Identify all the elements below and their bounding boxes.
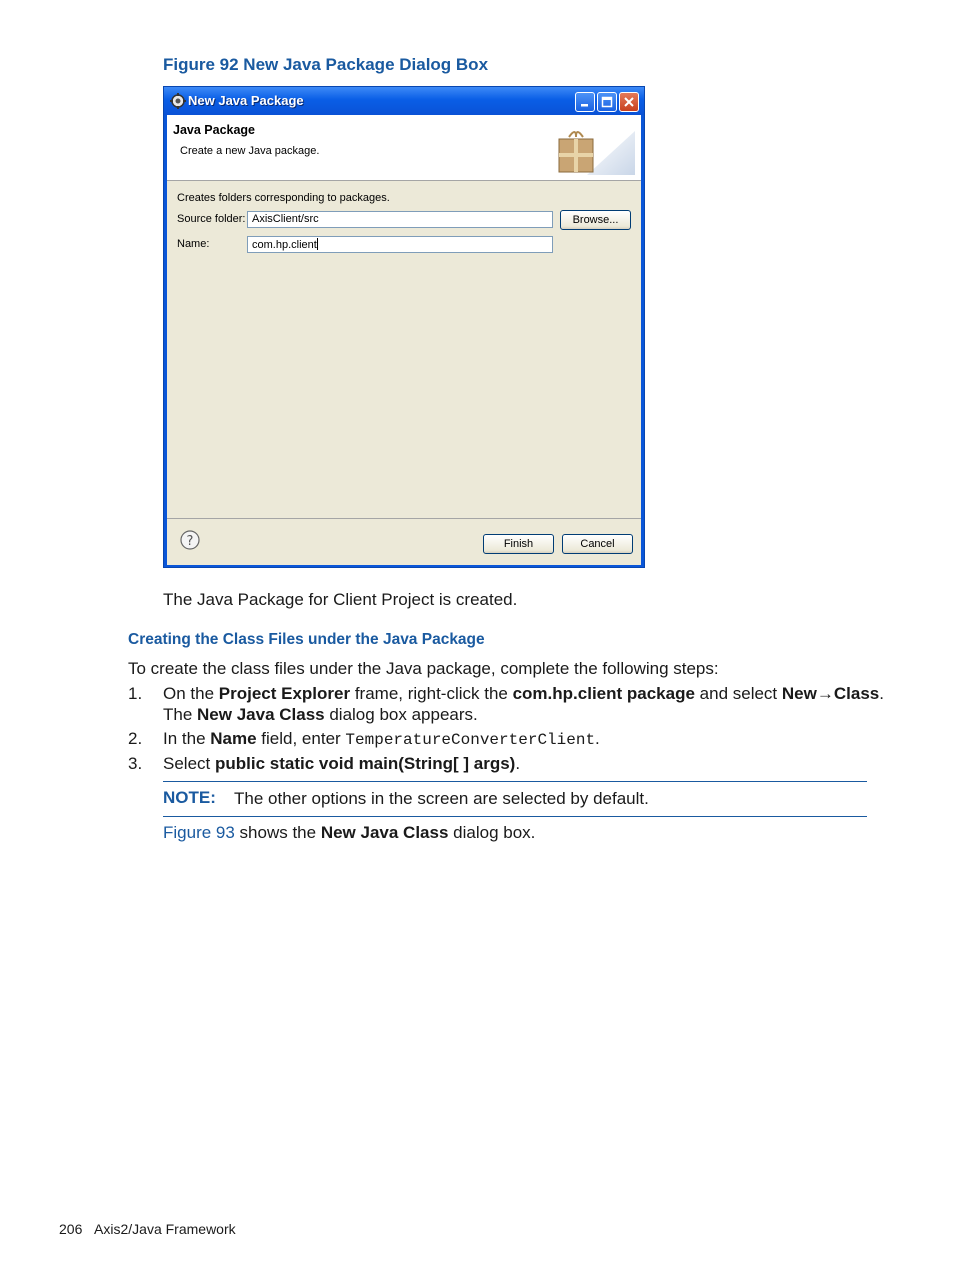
- dialog-title: New Java Package: [188, 93, 304, 108]
- maximize-icon: [600, 95, 614, 109]
- svg-text:?: ?: [186, 534, 194, 549]
- source-folder-label: Source folder:: [177, 213, 246, 225]
- name-label: Name:: [177, 238, 210, 250]
- browse-button[interactable]: Browse...: [560, 210, 631, 230]
- step-3-number: 3.: [128, 754, 143, 773]
- wizard-description: Create a new Java package.: [180, 145, 320, 157]
- close-icon: [622, 95, 636, 109]
- maximize-button[interactable]: [597, 92, 617, 112]
- page-footer: [59, 1221, 236, 1237]
- figure-93-paragraph: Figure 93 shows the New Java Class dialog box.: [163, 823, 536, 842]
- footer-section: Axis2/Java Framework: [94, 1221, 236, 1237]
- section-heading: Creating the Class Files under the Java Package: [128, 631, 485, 648]
- page-number: 206: [59, 1221, 83, 1237]
- step-2-text: In the Name field, enter TemperatureConverterClient.: [163, 729, 600, 749]
- step-1-number: 1.: [128, 684, 143, 703]
- name-input[interactable]: [247, 236, 553, 253]
- dialog-titlebar[interactable]: [164, 87, 644, 115]
- minimize-icon: [578, 95, 592, 109]
- package-icon: [547, 123, 635, 175]
- note-label: NOTE:: [163, 788, 216, 807]
- close-button[interactable]: [619, 92, 639, 112]
- name-input-value: com.hp.client: [252, 239, 317, 251]
- note-text: The other options in the screen are selected by default.: [234, 789, 649, 808]
- source-folder-input[interactable]: AxisClient/src: [247, 211, 553, 228]
- new-java-package-dialog: [163, 86, 645, 568]
- dialog-client-area: [167, 115, 641, 565]
- cancel-button[interactable]: Cancel: [562, 534, 633, 554]
- step-1-line-1: On the Project Explorer frame, right-click the com.hp.client package and select New→Class.: [163, 684, 884, 703]
- finish-button[interactable]: Finish: [483, 534, 554, 554]
- text-caret: [317, 238, 318, 250]
- wizard-title: Java Package: [173, 123, 256, 137]
- intro-paragraph: To create the class files under the Java package, complete the following steps:: [128, 659, 719, 678]
- step-1-line-2: The New Java Class dialog box appears.: [163, 705, 478, 724]
- step-3-text: Select public static void main(String[ ] args).: [163, 754, 521, 773]
- note-bottom-rule: [163, 816, 867, 817]
- footer-separator: [167, 518, 641, 519]
- figure-93-link[interactable]: Figure 93: [163, 823, 235, 842]
- code-class-name: TemperatureConverterClient: [345, 731, 596, 749]
- form-description: Creates folders corresponding to packages.: [177, 192, 390, 204]
- wizard-banner: [167, 115, 641, 181]
- note-top-rule: [163, 781, 867, 782]
- eclipse-gear-icon: [170, 93, 186, 109]
- minimize-button[interactable]: [575, 92, 595, 112]
- paragraph-package-created: The Java Package for Client Project is created.: [163, 590, 518, 609]
- help-icon[interactable]: [180, 530, 200, 550]
- step-2-number: 2.: [128, 729, 143, 748]
- figure-caption: Figure 92 New Java Package Dialog Box: [163, 55, 489, 74]
